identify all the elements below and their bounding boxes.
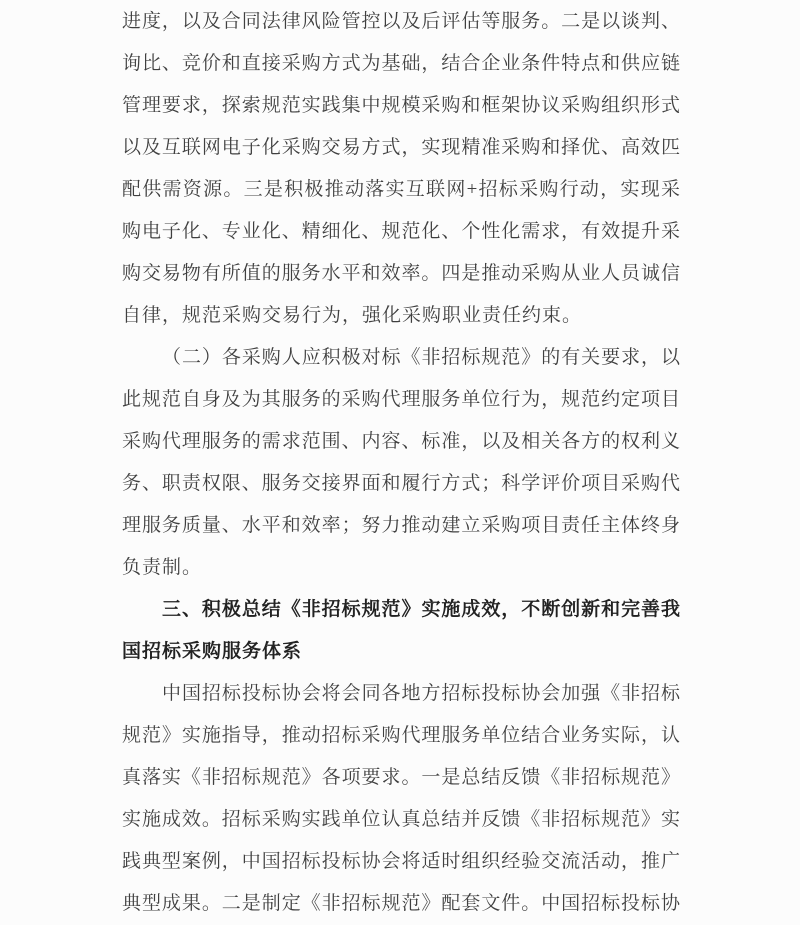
text-line: 管理要求，探索规范实践集中规模采购和框架协议采购组织形式	[122, 95, 680, 116]
text-line: 购交易物有所值的服务水平和效率。四是推动采购从业人员诚信	[122, 263, 680, 284]
text-line: 询比、竞价和直接采购方式为基础，结合企业条件特点和供应链	[122, 53, 680, 74]
text-line: 采购代理服务的需求范围、内容、标准，以及相关各方的权利义	[122, 431, 680, 452]
page-body	[122, 1, 680, 925]
heading-line: 三、积极总结《非招标规范》实施成效，不断创新和完善我	[162, 599, 680, 620]
text-line: 规范》实施指导，推动招标采购代理服务单位结合业务实际，认	[122, 725, 680, 746]
text-line: （二）各采购人应积极对标《非招标规范》的有关要求，以	[162, 347, 680, 368]
text-line: 践典型案例，中国招标投标协会将适时组织经验交流活动，推广	[122, 851, 680, 872]
text-line: 典型成果。二是制定《非招标规范》配套文件。中国招标投标协	[122, 893, 680, 914]
text-line: 务、职责权限、服务交接界面和履行方式；科学评价项目采购代	[122, 473, 680, 494]
text-line: 真落实《非招标规范》各项要求。一是总结反馈《非招标规范》	[122, 767, 680, 788]
text-line: 中国招标投标协会将会同各地方招标投标协会加强《非招标	[162, 683, 680, 704]
heading-line: 国招标采购服务体系	[122, 641, 303, 662]
text-line: 以及互联网电子化采购交易方式，实现精准采购和择优、高效匹	[122, 137, 680, 158]
text-line: 理服务质量、水平和效率；努力推动建立采购项目责任主体终身	[122, 515, 680, 536]
text-line: 自律，规范采购交易行为，强化采购职业责任约束。	[122, 305, 583, 326]
text-line: 此规范自身及为其服务的采购代理服务单位行为，规范约定项目	[122, 389, 680, 410]
text-line: 负责制。	[122, 557, 203, 578]
text-line: 配供需资源。三是积极推动落实互联网+招标采购行动，实现采	[122, 179, 680, 200]
text-line: 进度，以及合同法律风险管控以及后评估等服务。二是以谈判、	[122, 11, 680, 32]
text-line: 实施成效。招标采购实践单位认真总结并反馈《非招标规范》实	[122, 809, 680, 830]
text-line: 购电子化、专业化、精细化、规范化、个性化需求，有效提升采	[122, 221, 680, 242]
